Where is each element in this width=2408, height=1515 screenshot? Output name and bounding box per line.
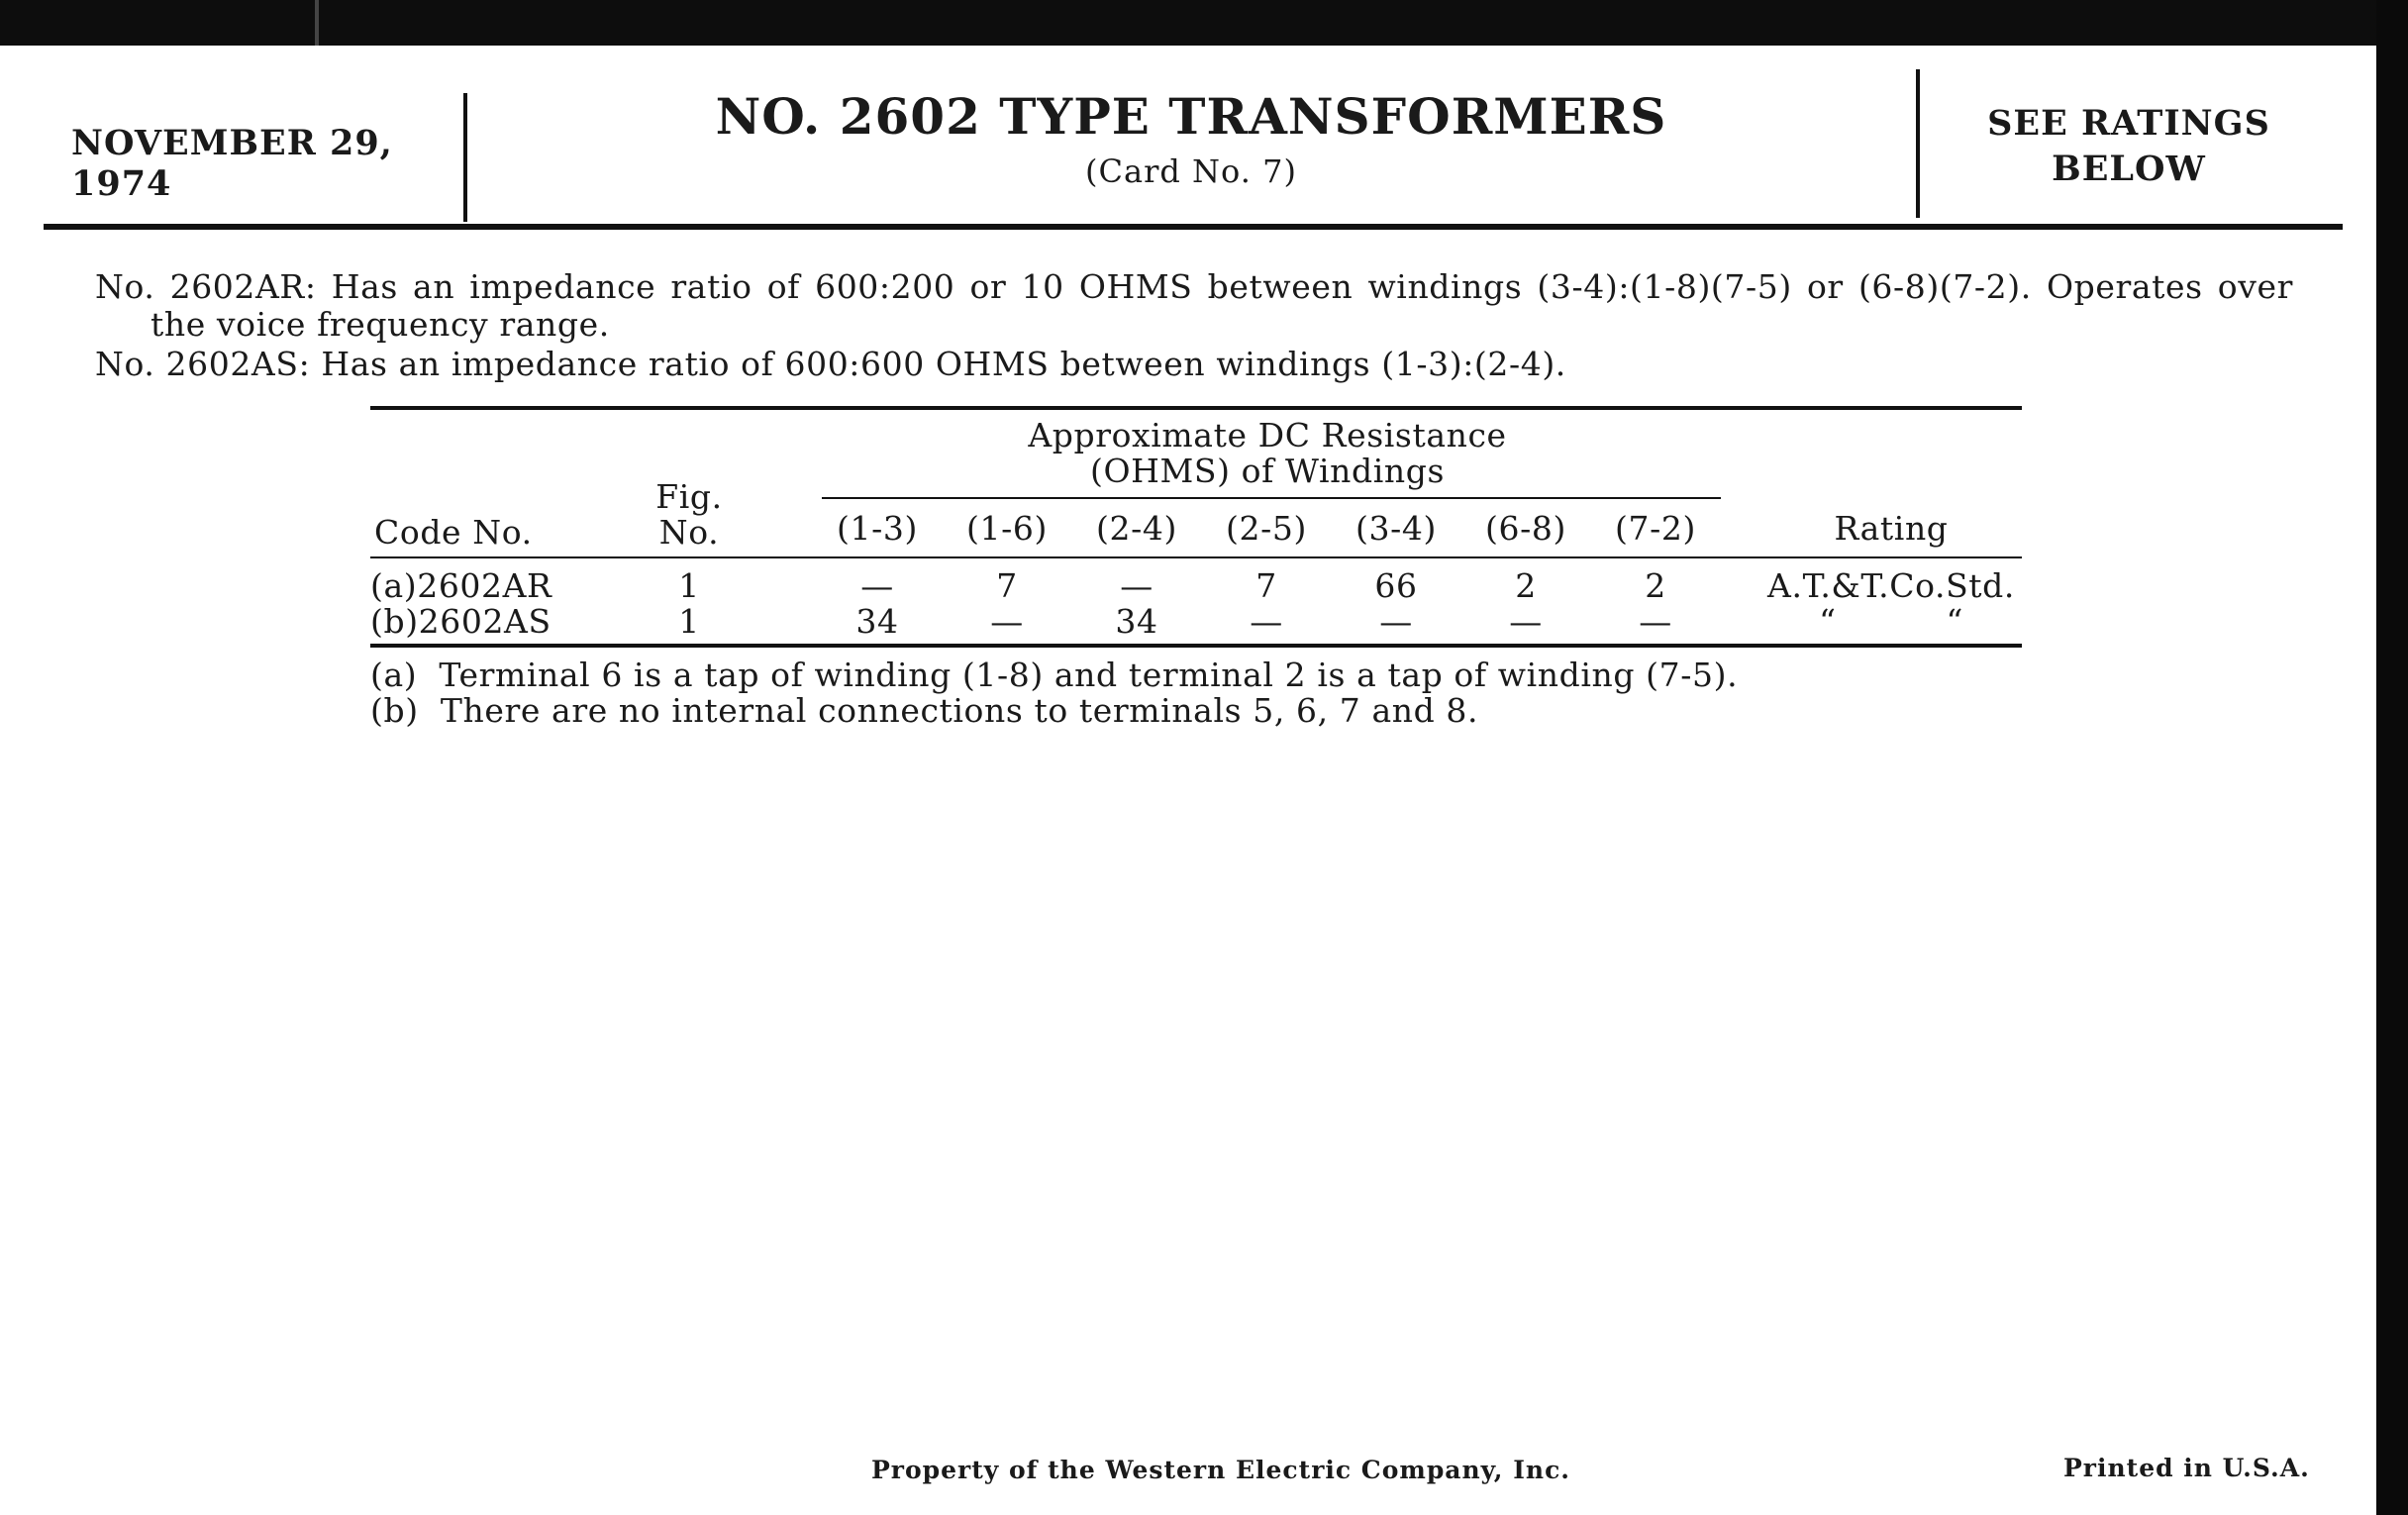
table-cell-value: 2 bbox=[1515, 566, 1537, 605]
column-fig-line2: No. bbox=[658, 513, 720, 552]
table-header-rule bbox=[370, 556, 2022, 558]
column-rating: Rating bbox=[1834, 509, 1949, 548]
table-bottom-rule bbox=[370, 644, 2022, 648]
table-cell-value: 34 bbox=[1115, 602, 1158, 641]
table-cell-value: 34 bbox=[855, 602, 899, 641]
table-cell-value: — bbox=[860, 566, 894, 605]
note-b: (b) There are no internal connections to terminals 5, 6, 7 and 8. bbox=[370, 691, 1479, 730]
table-cell-value: — bbox=[990, 602, 1024, 641]
table-cell-value: 66 bbox=[1374, 566, 1418, 605]
description-2602ar-continued: the voice frequency range. bbox=[150, 305, 610, 344]
column-winding-1-3: (1-3) bbox=[837, 509, 918, 548]
table-cell-value: — bbox=[1120, 566, 1154, 605]
reference-card bbox=[0, 46, 2376, 1515]
scan-top-border bbox=[0, 0, 2408, 46]
note-a: (a) Terminal 6 is a tap of winding (1-8) and terminal 2 is a tap of winding (7-5). bbox=[370, 656, 1739, 694]
scan-notch bbox=[315, 0, 319, 46]
ratings-note bbox=[1931, 101, 2327, 192]
table-cell-value: 7 bbox=[996, 566, 1018, 605]
table-row-rating: “ “ bbox=[1819, 602, 1963, 641]
table-cell-value: — bbox=[1639, 602, 1672, 641]
table-cell-value: 2 bbox=[1645, 566, 1666, 605]
footer-printed: Printed in U.S.A. bbox=[2063, 1454, 2310, 1482]
table-cell-value: — bbox=[1250, 602, 1283, 641]
column-winding-3-4: (3-4) bbox=[1355, 509, 1437, 548]
column-winding-2-5: (2-5) bbox=[1226, 509, 1307, 548]
card-number: (Card No. 7) bbox=[1085, 152, 1297, 190]
column-code-no: Code No. bbox=[374, 513, 533, 552]
header-divider-right bbox=[1916, 69, 1920, 218]
resistance-header-line1: Approximate DC Resistance bbox=[1028, 416, 1507, 454]
ratings-note-line2: BELOW bbox=[2052, 149, 2206, 189]
table-top-rule bbox=[370, 406, 2022, 410]
ratings-note-line1: SEE RATINGS bbox=[1987, 103, 2270, 144]
table-cell-value: — bbox=[1509, 602, 1543, 641]
table-cell-value: 7 bbox=[1255, 566, 1277, 605]
table-row-fig: 1 bbox=[678, 566, 700, 605]
header-rule bbox=[44, 224, 2343, 230]
column-fig-line1: Fig. bbox=[655, 477, 723, 516]
column-winding-6-8: (6-8) bbox=[1485, 509, 1566, 548]
table-row-fig: 1 bbox=[678, 602, 700, 641]
resistance-header-line2: (OHMS) of Windings bbox=[1090, 452, 1445, 490]
column-winding-2-4: (2-4) bbox=[1096, 509, 1177, 548]
card-date: NOVEMBER 29, 1974 bbox=[71, 123, 393, 204]
column-winding-1-6: (1-6) bbox=[966, 509, 1048, 548]
table-row-rating: A.T.&T.Co.Std. bbox=[1767, 566, 2015, 605]
card-title: NO. 2602 TYPE TRANSFORMERS bbox=[715, 87, 1667, 146]
footer-property: Property of the Western Electric Company, Inc. bbox=[871, 1456, 1571, 1484]
table-row-code: (a)2602AR bbox=[370, 566, 552, 605]
description-2602ar: No. 2602AR: Has an impedance ratio of 600:200 or 10 OHMS between windings (3-4):(1-8)(7-5) or (6-8)(7-2). Operates over bbox=[95, 267, 2293, 306]
table-row-code: (b)2602AS bbox=[370, 602, 552, 641]
resistance-header-rule bbox=[822, 497, 1721, 499]
table-cell-value: — bbox=[1379, 602, 1413, 641]
description-2602as: No. 2602AS: Has an impedance ratio of 600:600 OHMS between windings (1-3):(2-4). bbox=[95, 345, 1566, 383]
column-winding-7-2: (7-2) bbox=[1615, 509, 1696, 548]
header-divider-left bbox=[463, 93, 467, 222]
scan-right-border bbox=[2376, 0, 2408, 1515]
